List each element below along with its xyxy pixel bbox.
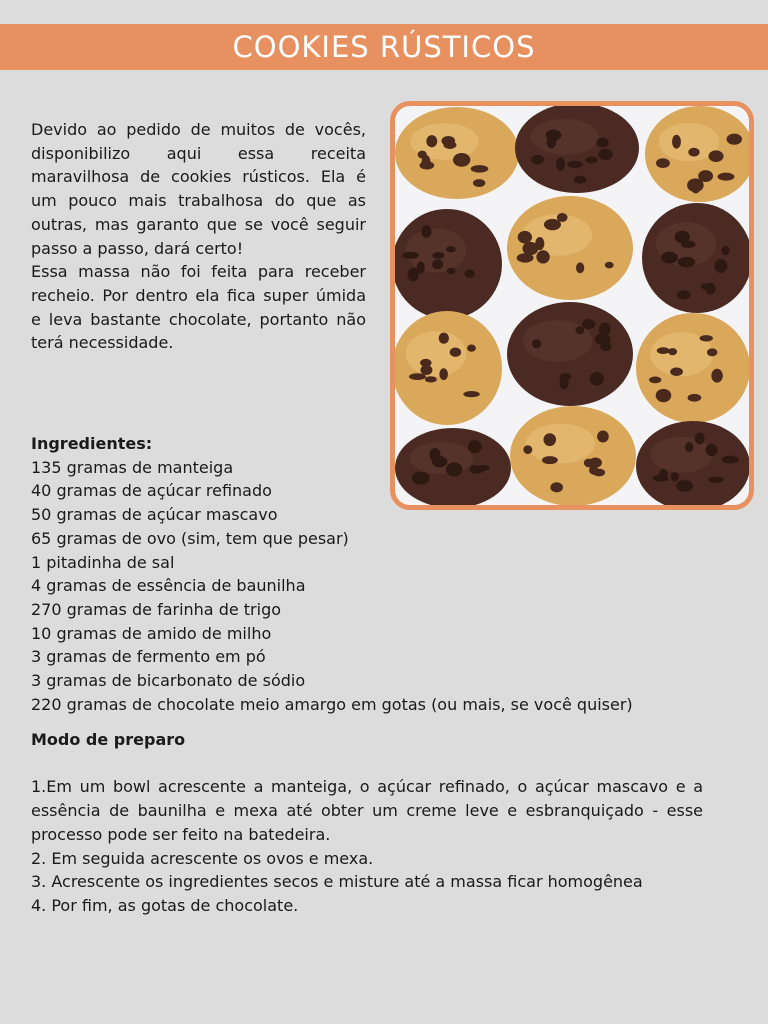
title-bar	[0, 24, 768, 70]
chocolate-chip-cookie	[395, 107, 519, 199]
method-steps	[31, 775, 703, 917]
ingredient-item: 40 gramas de açúcar refinado	[31, 481, 272, 501]
method-heading: Modo de preparo	[31, 730, 186, 749]
page-title: COOKIES RÚSTICOS	[232, 30, 536, 64]
double-chocolate-cookie	[515, 106, 639, 193]
ingredients-section	[31, 432, 751, 716]
ingredient-item: 1 pitadinha de sal	[31, 552, 175, 572]
intro-text	[31, 118, 366, 355]
ingredient-item: 3 gramas de fermento em pó	[31, 647, 266, 667]
method-step: 3. Acrescente os ingredientes secos e misture até a massa ficar homogênea	[31, 872, 643, 892]
chocolate-chip-cookie	[645, 106, 749, 202]
method-step: 4. Por fim, as gotas de chocolate.	[31, 895, 299, 915]
ingredient-item: 135 gramas de manteiga	[31, 457, 234, 477]
chocolate-chip-cookie	[507, 196, 633, 300]
ingredient-item: 65 gramas de ovo (sim, tem que pesar)	[31, 528, 349, 548]
ingredient-item: 220 gramas de chocolate meio amargo em gotas (ou mais, se você quiser)	[31, 694, 633, 714]
chocolate-chip-cookie	[636, 313, 749, 423]
ingredient-item: 50 gramas de açúcar mascavo	[31, 505, 278, 525]
method-step: 2. Em seguida acrescente os ovos e mexa.	[31, 848, 374, 868]
intro-paragraph: Devido ao pedido de muitos de vocês, disponibilizo aqui essa receita maravilhosa de cookies rústicos. Ela é um pouco mais trabalhosa do que as outras, mas garanto que se você seguir passo a passo, dará certo!	[31, 120, 366, 258]
ingredient-item: 3 gramas de bicarbonato de sódio	[31, 671, 306, 691]
intro-paragraph: Essa massa não foi feita para receber recheio. Por dentro ela fica super úmida e leva bastante chocolate, portanto não terá necessidade.	[31, 262, 366, 353]
ingredient-item: 4 gramas de essência de baunilha	[31, 576, 306, 596]
chocolate-chip-cookie	[395, 311, 502, 425]
double-chocolate-cookie	[642, 203, 749, 313]
ingredients-heading: Ingredientes:	[31, 434, 153, 453]
method-section	[31, 728, 703, 918]
double-chocolate-cookie	[507, 302, 633, 406]
ingredient-item: 270 gramas de farinha de trigo	[31, 599, 282, 619]
ingredient-item: 10 gramas de amido de milho	[31, 623, 272, 643]
method-step: 1.Em um bowl acrescente a manteiga, o açúcar refinado, o açúcar mascavo e a essência de baunilha e mexa até obter um creme leve e esbranquiçado - esse processo pode ser feito na batedeira.	[31, 777, 703, 844]
double-chocolate-cookie	[395, 209, 502, 319]
ingredients-list	[31, 456, 751, 717]
